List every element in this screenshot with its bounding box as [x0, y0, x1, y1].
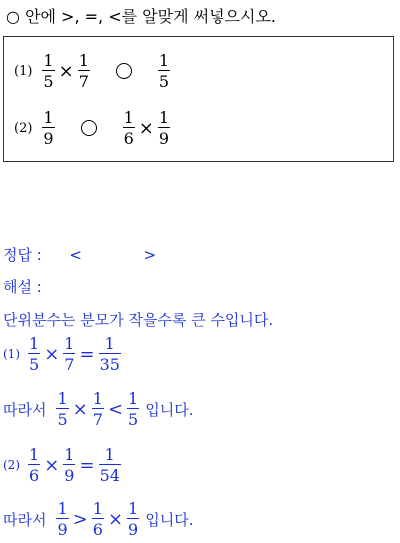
answer-line — [3, 244, 156, 265]
times-sign: × — [107, 508, 124, 530]
less-than-sign: < — [107, 398, 124, 420]
explanation-label: 해설 : — [3, 278, 42, 296]
fraction: $\frac{1}{6}$ — [92, 499, 103, 539]
equals-sign: = — [79, 454, 95, 476]
therefore-text: 따라서 — [3, 510, 47, 529]
fraction: $\frac{1}{5}$ — [128, 389, 139, 429]
fraction: $\frac{1}{9}$ — [128, 499, 139, 539]
title-circle-icon: ○ — [6, 7, 20, 26]
question-item-1 — [14, 46, 172, 96]
times-sign: × — [138, 117, 154, 139]
times-sign: × — [44, 454, 60, 476]
fraction: $\frac{1}{54}$ — [99, 445, 120, 485]
suffix-text: 입니다. — [145, 510, 194, 529]
answer-value-1: < — [69, 246, 82, 264]
fraction: $\frac{1}{7}$ — [92, 389, 103, 429]
question-item-2 — [14, 103, 172, 153]
fraction: $\frac{1}{9}$ — [64, 445, 75, 485]
title-text: 안에 >, =, <를 알맞게 써넣으시오. — [25, 7, 276, 26]
greater-than-sign: > — [72, 508, 88, 530]
times-sign: × — [58, 60, 74, 82]
fraction: $\frac{1}{9}$ — [43, 108, 54, 148]
fraction: $\frac{1}{5}$ — [43, 51, 54, 91]
answer-label: 정답 : — [3, 246, 42, 264]
explanation-part1-conclusion — [3, 390, 193, 428]
answer-blank-circle[interactable] — [81, 120, 97, 136]
times-sign: × — [44, 343, 60, 365]
therefore-text: 따라서 — [3, 400, 47, 419]
fraction: $\frac{1}{6}$ — [29, 445, 40, 485]
fraction: $\frac{1}{6}$ — [123, 108, 134, 148]
explanation-part1-calc — [3, 335, 123, 373]
question-box — [3, 36, 394, 162]
explanation-part2-calc — [3, 446, 123, 484]
fraction: $\frac{1}{7}$ — [78, 51, 89, 91]
item-number: (2) — [14, 120, 33, 136]
item-number: (1) — [14, 63, 33, 79]
answer-blank-circle[interactable] — [116, 63, 132, 79]
fraction: $\frac{1}{5}$ — [29, 334, 40, 374]
fraction: $\frac{1}{35}$ — [99, 334, 120, 374]
fraction: $\frac{1}{5}$ — [158, 51, 170, 91]
times-sign: × — [72, 398, 88, 420]
fraction: $\frac{1}{9}$ — [158, 108, 170, 148]
question-title — [6, 4, 276, 27]
fraction: $\frac{1}{7}$ — [64, 334, 75, 374]
part-number: (1) — [3, 347, 20, 361]
suffix-text: 입니다. — [145, 400, 194, 419]
fraction: $\frac{1}{5}$ — [57, 389, 68, 429]
answer-value-2: > — [143, 246, 157, 264]
fraction: $\frac{1}{9}$ — [57, 499, 68, 539]
part-number: (2) — [3, 458, 20, 472]
explanation-part2-conclusion — [3, 500, 193, 538]
equals-sign: = — [79, 343, 95, 365]
explanation-principle: 단위분수는 분모가 작을수록 큰 수입니다. — [3, 311, 274, 329]
